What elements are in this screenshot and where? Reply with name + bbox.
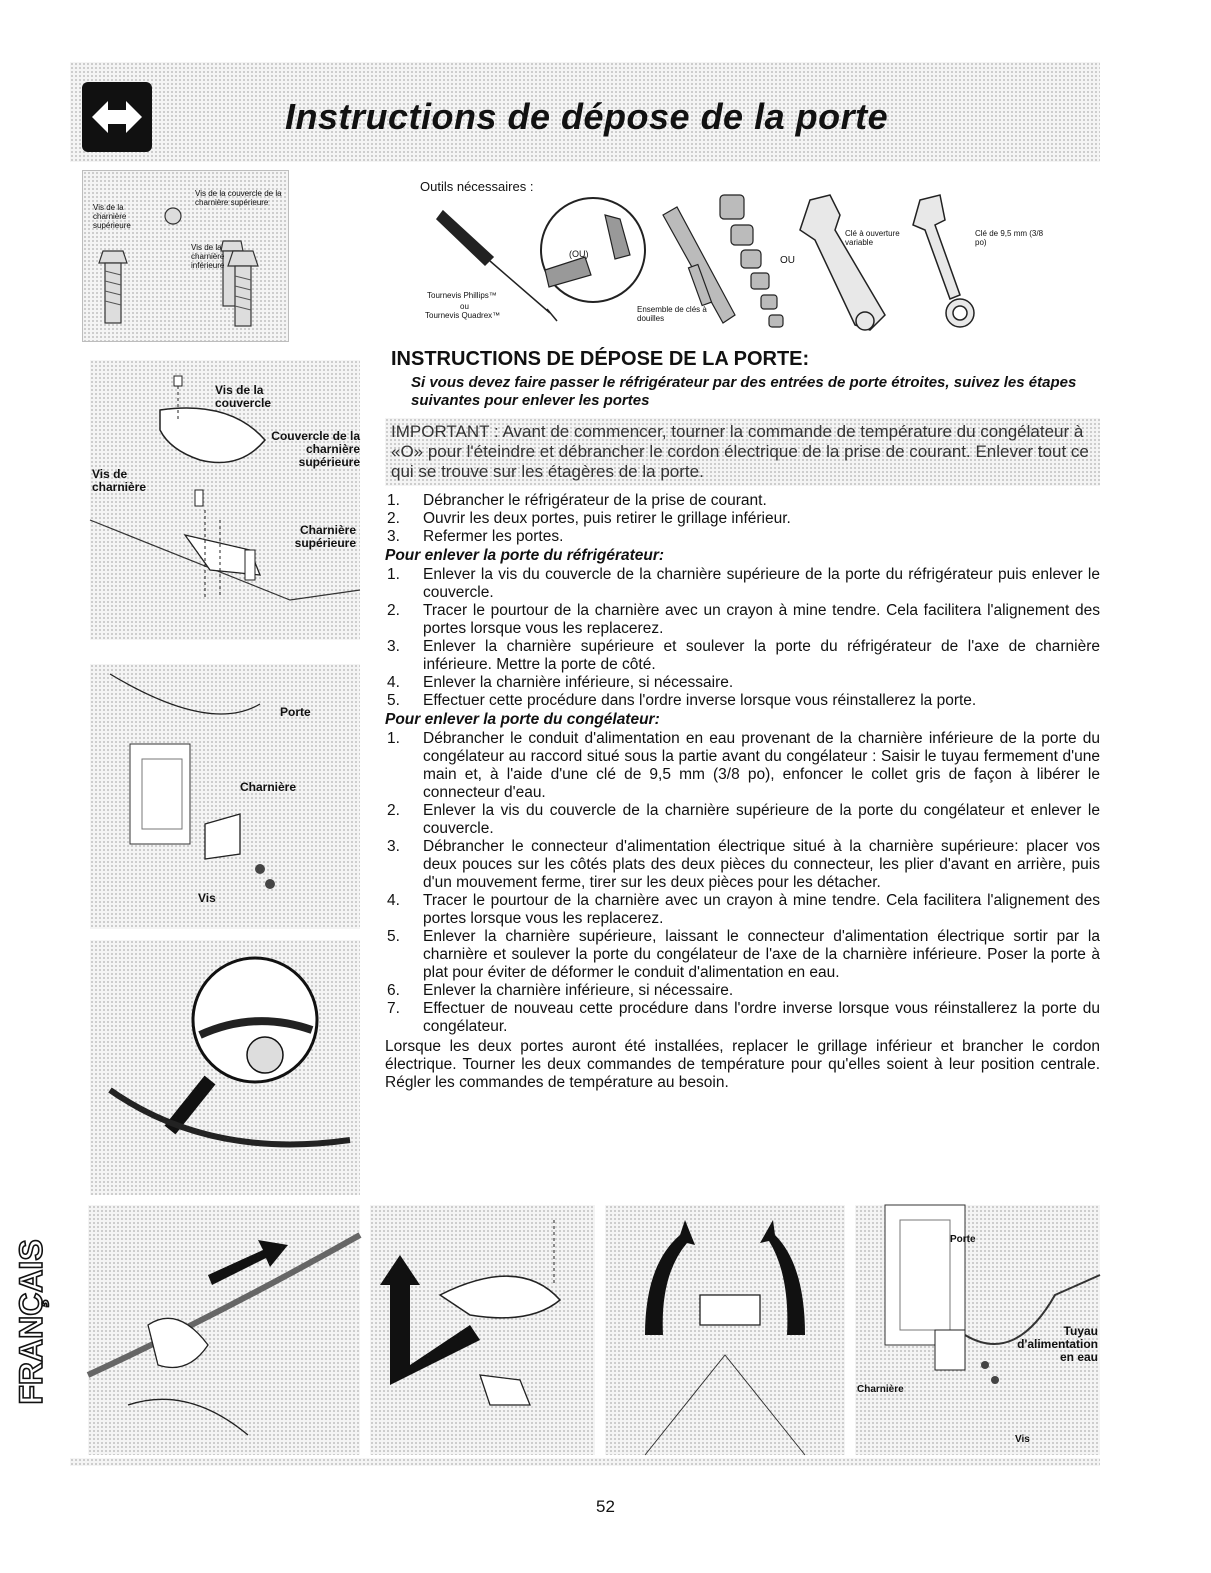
hinge-cover-figure bbox=[90, 360, 360, 640]
socket-set-label: Ensemble de clés à douilles bbox=[637, 305, 707, 323]
list-item: 1. Débrancher le réfrigérateur de la prise de courant. bbox=[387, 492, 767, 509]
upper-hinge-screw-label: Vis de la charnière supérieure bbox=[93, 203, 131, 230]
bottom-door-callout: Porte bbox=[950, 1234, 976, 1245]
closing-paragraph: Lorsque les deux portes auront été installées, replacer le grillage inférieur et brancher le cordon électrique. Tourner les deux commandes de température pour qu'elles soient à leur position centrale. Régler les commandes de température au besoin. bbox=[385, 1038, 1100, 1091]
list-item: 3. Enlever la charnière supérieure et soulever la porte du réfrigérateur de l'axe de charnière inférieure. Mettre la porte de côté. bbox=[387, 638, 1100, 673]
adjustable-wrench-label: Clé à ouverture variable bbox=[845, 229, 900, 247]
list-item: 6. Enlever la charnière inférieure, si nécessaire. bbox=[387, 982, 734, 999]
bottom-figure-connector bbox=[605, 1205, 845, 1455]
bottom-figure-pipe bbox=[88, 1205, 360, 1455]
door-arrows-icon bbox=[82, 82, 152, 152]
list-item: 1. Enlever la vis du couvercle de la charnière supérieure de la porte du réfrigérateur puis enlever le couvercle. bbox=[387, 566, 1100, 601]
hinge-callout: Charnière bbox=[240, 780, 297, 794]
screws-callout: Vis bbox=[198, 891, 216, 905]
lower-hinge-screw-label: Vis de la charnière inférieure bbox=[191, 243, 225, 270]
screws-figure bbox=[82, 170, 289, 342]
language-side-label bbox=[13, 1239, 60, 1405]
bottom-divider bbox=[70, 1458, 1100, 1466]
bottom-figure-cover bbox=[370, 1205, 595, 1455]
tools-figure bbox=[415, 195, 1095, 340]
instructions-subheading: Si vous devez faire passer le réfrigérateur par des entrées de porte étroites, suivez les étapes suivantes pour enlever les portes bbox=[411, 374, 1077, 409]
freezer-steps bbox=[385, 730, 1100, 1036]
page-title: Instructions de dépose de la porte bbox=[285, 96, 889, 137]
ou-label-2: OU bbox=[780, 255, 795, 266]
hinge-screw-callout: Vis de charnière bbox=[92, 467, 147, 494]
hinge-cover-screw-label: Vis de la couvercle de la charnière supérieure bbox=[195, 189, 282, 207]
hinge-cover-callout: Couvercle de la charnière supérieure bbox=[271, 429, 360, 469]
list-item: 4. Enlever la charnière inférieure, si nécessaire. bbox=[387, 674, 734, 691]
list-item: 1. Débrancher le conduit d'alimentation en eau provenant de la charnière inférieure de la porte du congélateur au raccord situé sous la partie avant du congélateur : Saisir le tuyau fermement d'une main et, à l'aide d'une clé de 9,5 mm (3/8 po), enfoncer le collet gris de façon à libérer le connecteur d'eau. bbox=[387, 730, 1100, 801]
important-notice: IMPORTANT : Avant de commencer, tourner la commande de température du congélateur à «O» pour l'éteindre et débrancher le cordon électrique de la prise de courant. Enlever tout ce qui se trouve sur les étagères de la porte. bbox=[385, 418, 1100, 486]
svg-text:FRANÇAIS: FRANÇAIS bbox=[13, 1239, 49, 1405]
list-item: 5. Effectuer cette procédure dans l'ordre inverse lorsque vous réinstallerez la porte. bbox=[387, 692, 977, 709]
main-instructions bbox=[385, 348, 1100, 1092]
water-line-callout: Tuyau d'alimentation en eau bbox=[1017, 1324, 1098, 1364]
bottom-figure-water-line bbox=[855, 1205, 1100, 1455]
fridge-section-heading: Pour enlever la porte du réfrigérateur: bbox=[385, 547, 665, 564]
tools-title: Outils nécessaires : bbox=[420, 179, 534, 194]
fridge-steps bbox=[385, 566, 1100, 710]
list-item: 2. Ouvrir les deux portes, puis retirer le grillage inférieur. bbox=[387, 510, 791, 527]
list-item: 2. Tracer le pourtour de la charnière avec un crayon à mine tendre. Cela facilitera l'alignement des portes lorsque vous les replacerez. bbox=[387, 602, 1100, 637]
list-item: 2. Enlever la vis du couvercle de la charnière supérieure de la porte du congélateur et enlever le couvercle. bbox=[387, 802, 1100, 837]
ou-label-1: ou bbox=[460, 302, 469, 311]
freezer-section-heading: Pour enlever la porte du congélateur: bbox=[385, 711, 660, 728]
upper-hinge-callout: Charnière supérieure bbox=[294, 523, 356, 550]
list-item: 3. Débrancher le connecteur d'alimentation électrique situé à la charnière supérieure: placer vos deux pouces sur les côtés plats des deux pièces du connecteur, les plier d'avant en arrière, puis d'un mouvement ferme, tirer sur les deux pièces pour les détacher. bbox=[387, 838, 1100, 891]
water-connector-figure bbox=[90, 940, 360, 1195]
phillips-label: Tournevis Phillips™ bbox=[427, 291, 497, 300]
list-item: 7. Effectuer de nouveau cette procédure dans l'ordre inverse lorsque vous réinstallerez la porte du congélateur. bbox=[387, 1000, 1100, 1035]
bottom-hinge-callout: Charnière bbox=[857, 1384, 904, 1395]
lower-hinge-figure bbox=[90, 664, 360, 929]
list-item: 5. Enlever la charnière supérieure, laissant le connecteur d'alimentation électrique sortir par la charnière et soulever la porte du congélateur de l'axe de la charnière inférieure. Poser la porte à plat pour éviter de déformer le conduit d'alimentation en eau. bbox=[387, 928, 1100, 981]
door-callout: Porte bbox=[280, 705, 311, 719]
page-number: 52 bbox=[596, 1497, 615, 1516]
hinge-cover-screw-callout: Vis de la couvercle bbox=[215, 383, 272, 410]
instructions-heading: INSTRUCTIONS DE DÉPOSE DE LA PORTE: bbox=[391, 348, 810, 370]
quadrex-label: Tournevis Quadrex™ bbox=[425, 311, 501, 320]
list-item: 3. Refermer les portes. bbox=[387, 528, 564, 545]
list-item: 4. Tracer le pourtour de la charnière avec un crayon à mine tendre. Cela facilitera l'alignement des portes lorsque vous les replacerez. bbox=[387, 892, 1100, 927]
prep-steps bbox=[385, 492, 1100, 546]
wrench-size-label: Clé de 9,5 mm (3/8 po) bbox=[975, 229, 1044, 247]
ou-circle-label: (OU) bbox=[569, 249, 589, 259]
bottom-screws-callout: Vis bbox=[1015, 1434, 1030, 1445]
